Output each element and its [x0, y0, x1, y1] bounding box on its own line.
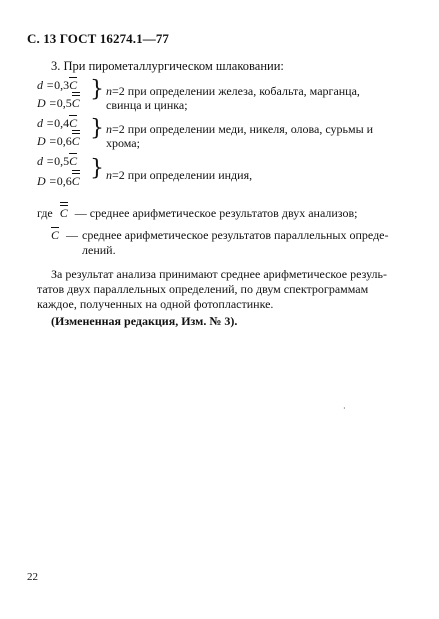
c-double-bar-symbol: C	[72, 134, 80, 149]
formula-D-2: D =0,6C	[37, 134, 80, 149]
formula-D-1: D =0,5C	[37, 96, 80, 111]
paragraph-line-2: татов двух параллельных определений, по двум спектрограммам	[37, 282, 369, 296]
condition-2: n=2 при определении меди, никеля, олова, сурьмы и хрома;	[106, 122, 374, 150]
speck-mark: ·	[343, 404, 346, 413]
formula-d-2: d =0,4C	[37, 116, 78, 130]
definition-1: где C — среднее арифметическое результатов двух анализов;	[37, 206, 357, 221]
page-header: С. 13 ГОСТ 16274.1—77	[27, 31, 170, 46]
c-bar-symbol: C	[69, 116, 78, 130]
section-title: 3. При пирометаллургическом шлаковании:	[51, 59, 284, 73]
edition-note: (Измененная редакция, Изм. № 3).	[51, 314, 238, 328]
definition-2-symbol: C —	[51, 228, 79, 242]
condition-1: n=2 при определении железа, кобальта, марганца, свинца и цинка;	[106, 84, 360, 112]
c-double-bar-symbol: C	[60, 206, 68, 221]
paragraph-line-3: каждое, полученных на одной фотопластинке.	[37, 297, 274, 311]
brace-icon: }	[90, 156, 104, 181]
c-bar-symbol: C	[51, 228, 60, 242]
c-double-bar-symbol: C	[72, 174, 80, 189]
c-bar-symbol: C	[69, 154, 78, 168]
definition-2-text: среднее арифметическое результатов параллельных опреде- лений.	[82, 228, 389, 257]
c-double-bar-symbol: C	[72, 96, 80, 111]
paragraph-line-1: За результат анализа принимают среднее арифметическое резуль-	[51, 267, 388, 281]
brace-icon: }	[90, 116, 104, 141]
formula-D-3: D =0,6C	[37, 174, 80, 189]
page-number: 22	[27, 571, 38, 583]
formula-d-1: d =0,3C	[37, 78, 78, 92]
brace-icon: }	[90, 77, 104, 102]
formula-d-3: d =0,5C	[37, 154, 78, 168]
condition-3: n=2 при определении индия,	[106, 168, 253, 182]
c-bar-symbol: C	[69, 78, 78, 92]
